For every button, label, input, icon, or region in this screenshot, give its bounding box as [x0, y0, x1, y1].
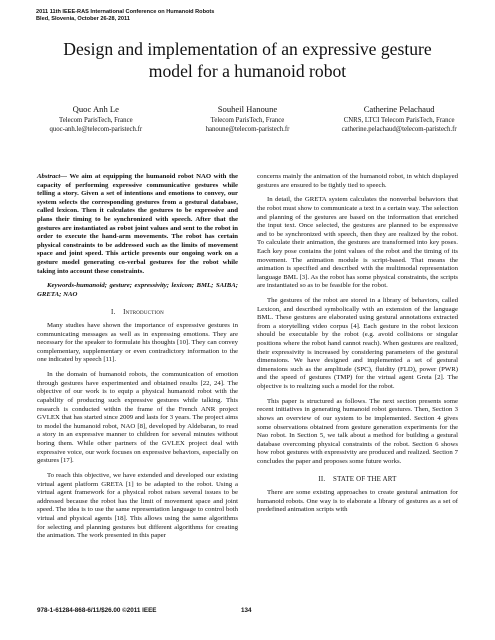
right-column: [257, 173, 458, 521]
paragraph: There are some existing approaches to create gestural animation for humanoid robots. One way is to elaborate a library of gestures as a set of predefined animation scripts with: [257, 489, 458, 514]
page-number: 134: [241, 607, 252, 614]
paragraph: To reach this objective, we have extended and developed our existing virtual agent platform GRETA [1] to be adapted to the robot. Using a virtual agent framework for a physical robot raises several issues to be addressed because the robot has the limit of movement space and joint speed. The idea is to use the same representation language to control both virtual and physical agents [18]. This allows using the same algorithms for selecting and planning gestures but different algorithms for creating the animation. The work presented in this paper: [37, 471, 238, 540]
author-name: Souheil Hanoune: [217, 104, 278, 114]
paragraph: concerns mainly the animation of the humanoid robot, in which displayed gestures are ensured to be tightly tied to speech.: [257, 173, 458, 189]
author-2: [172, 103, 324, 134]
abstract-text: We aim at equipping the humanoid robot NAO with the capacity of performing expressive communicative gestures while telling a story. Given a set of intentions and emotions to convey, our system selects the corresponding gestures from a gestural database, called lexicon. Then it calculates the gestures to be expressive and plans their timing to be synchronized with speech. After that the gestures are instantiated as robot joint values and sent to the robot in order to execute the hand-arm movements. The robot has certain physical constraints to be addressed such as the limits of movement space and joint speed. This article presents our ongoing work on a gesture model generating co-verbal gestures for the robot while taking into account these constraints.: [37, 173, 238, 275]
author-name: Catherine Pelachaud: [363, 104, 435, 114]
left-column: [37, 173, 238, 547]
author-affiliation: Telecom ParisTech, France: [59, 117, 133, 124]
paragraph: In the domain of humanoid robots, the communication of emotion through gestures have experimented and obtained results [22, 24]. The objective of our work is to equip a physical humanoid robot with the capability of producing such expressive gestures while talking. This research is conducted within the frame of the French ANR project GVLEX that has started since 2009 and lasts for 3 years. The project aims to model the humanoid robot, NAO [8], developed by Aldebaran, to read a story in an expressive manner to children for several minutes without boring them. While other partners of the GVLEX project deal with expressive voice, our work focuses on expressive behaviors, especially on gestures [17].: [37, 371, 238, 465]
paragraph: The gestures of the robot are stored in a library of behaviors, called Lexicon, and described symbolically with an extension of the language BML. These gestures are elaborated using gestural annotations extracted from a storytelling video corpus [4]. Each gesture in the robot lexicon should be executable by the robot (e.g. avoid collisions or singular positions where the robot hand cannot reach). When gestures are realized, their expressivity is increased by considering parameters of the gestural dimensions. We have designed and implemented a set of gestural dimensions such as the amplitude (SPC), fluidity (FLD), power (PWR) and the speed of gestures (TMP) for the virtual agent Greta [2]. The objective is to realizing such a model for the robot.: [257, 297, 458, 391]
author-1: [20, 103, 172, 134]
author-email: hanoune@telecom-paristech.fr: [205, 126, 290, 134]
section-heading-introduction: [37, 309, 238, 318]
author-name: Quoc Anh Le: [72, 104, 119, 114]
author-email: catherine.pelachaud@telecom-paristech.fr: [341, 126, 457, 134]
paragraph: Many studies have shown the importance of expressive gestures in communicating messages as well as in expressing emotions. They are necessary for the speaker to formulate his thoughts [10]. They can convey complementary, supplementary or even contradictory information to the one indicated by speech [11].: [37, 322, 238, 364]
author-affiliation: CNRS, LTCI Telecom ParisTech, France: [343, 117, 455, 124]
paragraph: In detail, the GRETA system calculates the nonverbal behaviors that the robot must show to communicate a text in a certain way. The selection and planning of the gestures are based on the information that enriched the input text. Once selected, the gestures are planned to be expressive and to be synchronized with speech, then they are realized by the robot. To calculate their animation, the gestures are transformed into key poses. Each key pose contains the joint values of the robot and the timing of its movement. The animation module is script-based. That means the animation is specified and described with the multimodal representation language BML [3]. As the robot has some physical constraints, the scripts are instantiated so as to be feasible for the robot.: [257, 196, 458, 290]
conference-name: 2011 11th IEEE-RAS International Conference on Humanoid Robots: [36, 9, 215, 15]
section-number: II.: [318, 475, 326, 483]
section-number: I.: [111, 308, 116, 316]
conference-header: [36, 9, 214, 24]
author-block: [20, 103, 475, 134]
footer-isbn: 978-1-61284-868-6/11/$26.00 ©2011 IEEE: [37, 607, 157, 614]
author-affiliation: Telecom ParisTech, France: [210, 117, 285, 124]
abstract: [37, 173, 238, 276]
conference-location: Bled, Slovenia, October 26-28, 2011: [36, 16, 130, 23]
section-heading-state-of-the-art: [257, 476, 458, 485]
paragraph: This paper is structured as follows. The next section presents some recent initiatives in generating humanoid robot gestures. Then, Section 3 shows an overview of our system to be implemented. Section 4 gives some observations obtained from gesture generation experiments for the Nao robot. In Section 5, we talk about a method for building a gestural database overcoming physical constraints of the robot. Section 6 shows how robot gestures with expressivity are produced and realized. Section 7 concludes the paper and proposes some future works.: [257, 397, 458, 465]
author-3: [323, 103, 475, 134]
paper-title: Design and implementation of an expressive gesture model for a humanoid robot: [63, 39, 432, 81]
section-title: STATE OF THE ART: [333, 475, 397, 483]
abstract-label: Abstract—: [37, 173, 68, 180]
section-title: Introduction: [123, 308, 164, 316]
author-email: quoc-anh.le@telecom-paristech.fr: [49, 126, 143, 134]
keywords: Keywords-humanoid; gesture; expressivity; lexicon; BML; SAIBA; GRETA; NAO: [37, 282, 238, 298]
